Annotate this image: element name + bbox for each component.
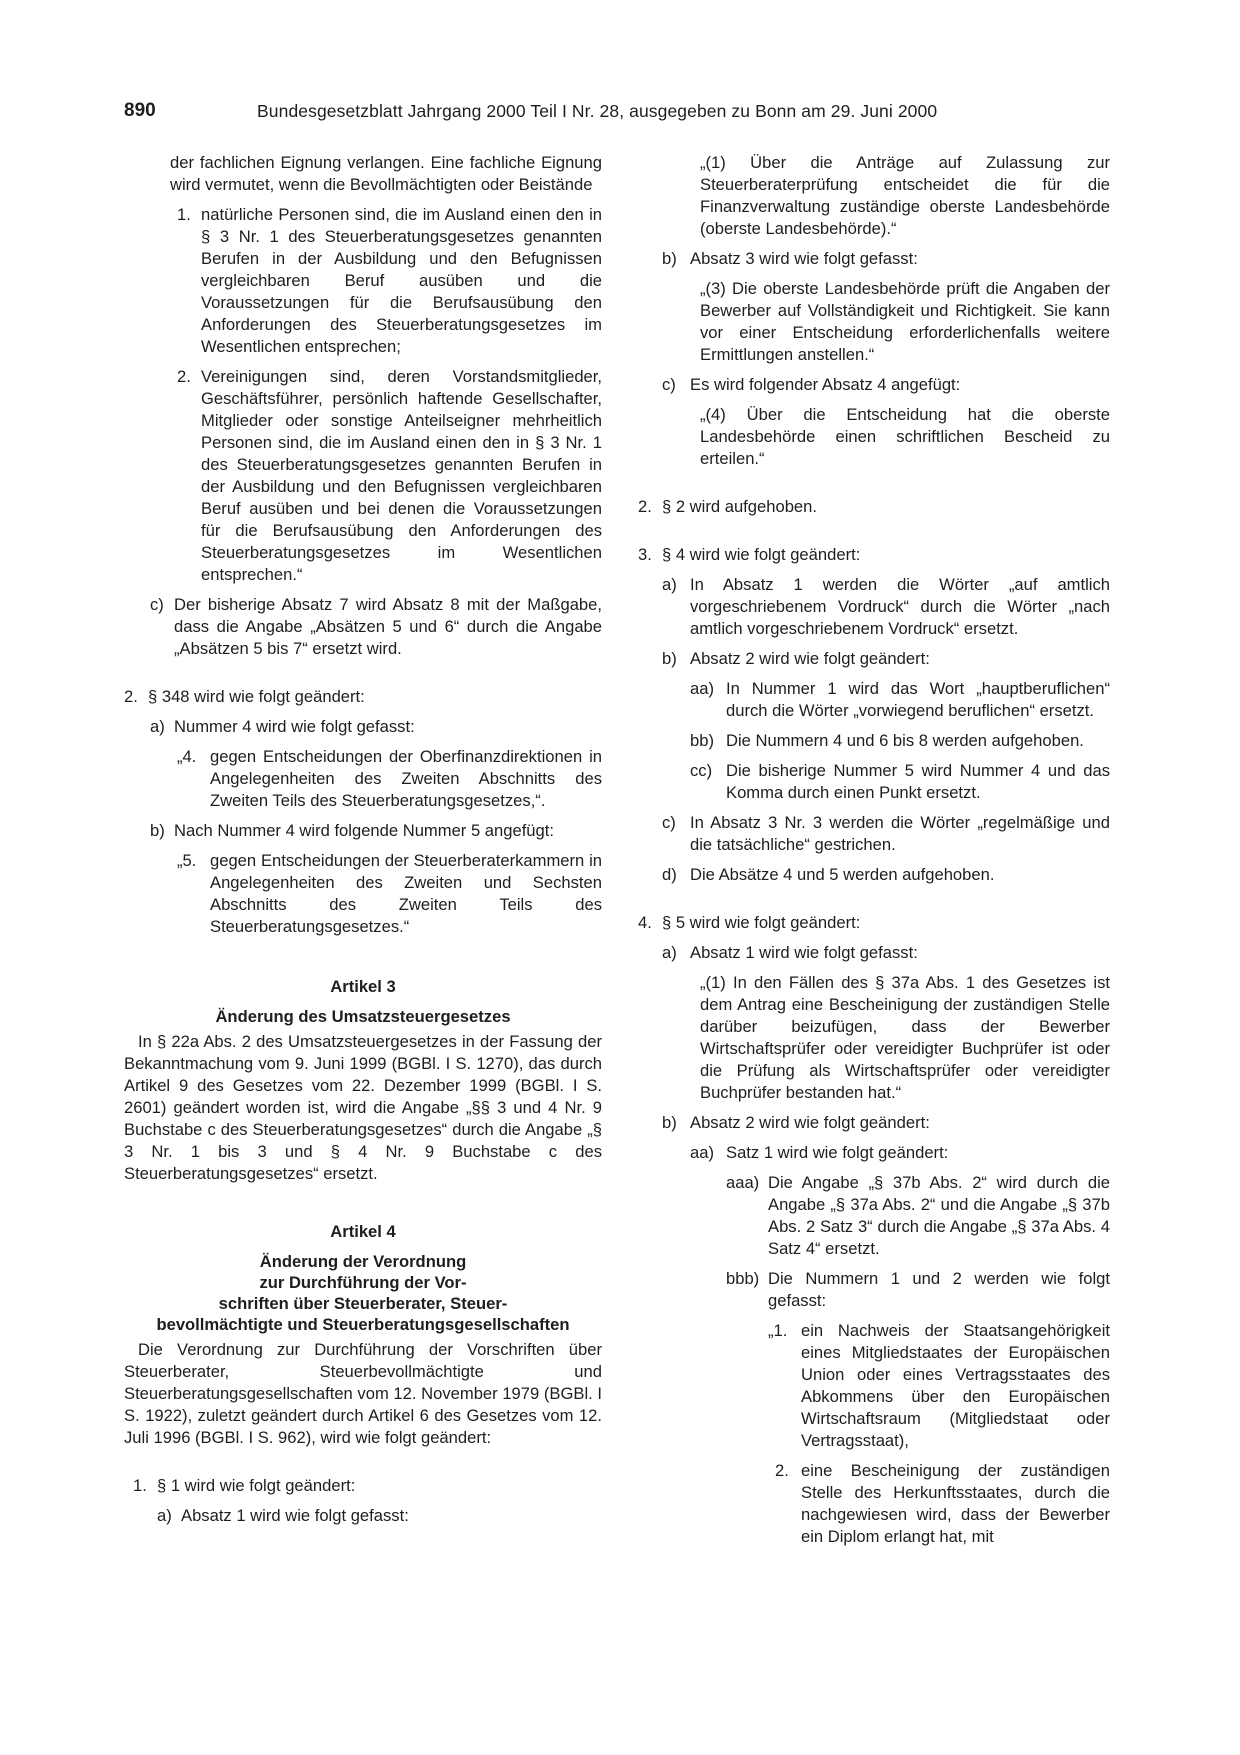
section-text: § 5 wird wie folgt geändert: xyxy=(662,913,861,932)
list-label: aa) xyxy=(690,679,714,698)
quoted-paragraph: „(1) Über die Anträge auf Zulassung zur Steuerberaterprüfung entscheidet die für die Finanzverwaltung zuständige oberste Landesbehörde (oberste Landesbehörde).“ xyxy=(700,153,1110,238)
quote-label: „4. xyxy=(177,747,197,766)
subheading-line: Änderung der Verordnung xyxy=(259,1252,467,1271)
list-item xyxy=(690,1142,1110,1164)
list-text: Absatz 1 wird wie folgt gefasst: xyxy=(181,1506,409,1525)
article-3-subheading: Änderung des Umsatzsteuergesetzes xyxy=(215,1007,511,1026)
list-label: b) xyxy=(662,649,677,668)
list-label: a) xyxy=(157,1506,172,1525)
section-item xyxy=(638,496,1110,518)
list-label: c) xyxy=(150,595,164,614)
list-text: Vereinigungen sind, deren Vorstandsmitglieder, Geschäftsführer, persönlich haftende Gesellschafter, Mitglieder oder sonstige Anteilseigner mehrheitlich Personen sind, die im Ausland einen den in § 3 Nr. 1 des Steuerberatungsgesetzes genannten Berufen in der Ausbildung und den Befugnissen vergleichbaren Beruf ausüben und bei denen die Voraussetzungen für die Berufsausübung den Anforderungen des Steuerberatungsgesetzes im Wesentlichen entsprechen.“ xyxy=(201,367,602,584)
list-item xyxy=(690,760,1110,804)
list-item xyxy=(726,1172,1110,1260)
list-item xyxy=(662,374,1110,396)
list-item xyxy=(690,730,1110,752)
section-text: § 2 wird aufgehoben. xyxy=(662,497,817,516)
quote-text: ein Nachweis der Staatsangehörigkeit eines Mitgliedstaates der Europäischen Union oder eines Vertragsstaates des Abkommens über den Europäischen Wirtschaftsraum (Mitgliedstaat oder Vertragsstaat), xyxy=(801,1321,1110,1450)
quoted-item xyxy=(775,1460,1110,1548)
list-text: Absatz 2 wird wie folgt geändert: xyxy=(690,1113,930,1132)
list-item xyxy=(662,864,1110,886)
list-text: Absatz 1 wird wie folgt gefasst: xyxy=(690,943,918,962)
list-item xyxy=(662,248,1110,270)
quote-text: gegen Entscheidungen der Oberfinanzdirektionen in Angelegenheiten des Zweiten Abschnitts des Zweiten Teils des Steuerberatungsgesetzes,“. xyxy=(210,747,602,810)
section-item xyxy=(133,1475,602,1497)
section-label: 3. xyxy=(638,545,652,564)
subheading-line: schriften über Steuerberater, Steuer- xyxy=(218,1294,508,1313)
quote-label: „5. xyxy=(177,851,197,870)
quoted-paragraph: „(1) In den Fällen des § 37a Abs. 1 des Gesetzes ist dem Antrag eine Bescheinigung der zuständigen Stelle darüber beizufügen, dass der Bewerber Wirtschaftsprüfer oder vereidigter Buchprüfer ist oder die Prüfung als Wirtschaftsprüfer oder vereidigter Buchprüfer bestanden hat.“ xyxy=(700,973,1110,1102)
list-label: a) xyxy=(662,943,677,962)
article-4-heading: Artikel 4 xyxy=(330,1222,396,1241)
section-item xyxy=(638,544,1110,566)
intro-paragraph: der fachlichen Eignung verlangen. Eine fachliche Eignung wird vermutet, wenn die Bevollmächtigten oder Beistände xyxy=(170,153,602,194)
list-item xyxy=(726,1268,1110,1312)
list-item xyxy=(150,716,602,738)
list-label: 2. xyxy=(177,367,191,386)
list-label: b) xyxy=(662,249,677,268)
list-text: Nummer 4 wird wie folgt gefasst: xyxy=(174,717,415,736)
subheading-line: bevollmächtigte und Steuerberatungsgesellschaften xyxy=(156,1315,570,1334)
quote-label: 2. xyxy=(775,1461,789,1480)
section-label: 2. xyxy=(124,687,138,706)
quote-text: eine Bescheinigung der zuständigen Stelle des Herkunftsstaates, durch die nachgewiesen wird, dass der Bewerber ein Diplom erlangt hat, mit xyxy=(801,1461,1110,1546)
page-number: 890 xyxy=(124,100,156,121)
list-label: a) xyxy=(662,575,677,594)
list-text: Die Angabe „§ 37b Abs. 2“ wird durch die Angabe „§ 37a Abs. 2“ und die Angabe „§ 37b Abs. 2 Satz 3“ durch die Angabe „§ 37a Abs. 4 Satz 4“ ersetzt. xyxy=(768,1173,1110,1258)
list-label: a) xyxy=(150,717,165,736)
list-text: Absatz 3 wird wie folgt gefasst: xyxy=(690,249,918,268)
list-item xyxy=(662,1112,1110,1134)
list-label: 1. xyxy=(177,205,191,224)
section-text: § 4 wird wie folgt geändert: xyxy=(662,545,861,564)
list-label: cc) xyxy=(690,761,713,780)
list-label: d) xyxy=(662,865,677,884)
list-item xyxy=(157,1505,602,1527)
quoted-paragraph: „(4) Über die Entscheidung hat die oberste Landesbehörde einen schriftlichen Bescheid zu erteilen.“ xyxy=(700,405,1110,468)
list-label: bb) xyxy=(690,731,714,750)
quoted-paragraph: „(3) Die oberste Landesbehörde prüft die Angaben der Bewerber auf Vollständigkeit und Richtigkeit. Sie kann vor einer Entscheidung erforderlichenfalls weitere Ermittlungen anstellen.“ xyxy=(700,279,1110,364)
right-column xyxy=(620,152,1110,1548)
list-item xyxy=(662,942,1110,964)
list-text: Die Nummern 4 und 6 bis 8 werden aufgehoben. xyxy=(726,731,1084,750)
left-column xyxy=(124,152,602,1527)
page-header-title: Bundesgesetzblatt Jahrgang 2000 Teil I Nr. 28, ausgegeben zu Bonn am 29. Juni 2000 xyxy=(257,101,938,121)
list-item xyxy=(662,648,1110,670)
article-3-body: In § 22a Abs. 2 des Umsatzsteuergesetzes in der Fassung der Bekanntmachung vom 9. Juni 1999 (BGBl. I S. 1270), das durch Artikel 9 des Gesetzes vom 22. Dezember 1999 (BGBl. I S. 2601) geändert worden ist, wird die Angabe „§§ 3 und 4 Nr. 9 Buchstabe c des Steuerberatungsgesetzes“ durch die Angabe „§ 3 Nr. 1 bis 3 und § 4 Nr. 9 Buchstabe c des Steuerberatungsgesetzes“ ersetzt. xyxy=(124,1032,602,1183)
list-text: Der bisherige Absatz 7 wird Absatz 8 mit der Maßgabe, dass die Angabe „Absätzen 5 und 6“ durch die Angabe „Absätzen 5 bis 7“ ersetzt wird. xyxy=(174,595,602,658)
section-text: § 348 wird wie folgt geändert: xyxy=(148,687,365,706)
list-item xyxy=(662,574,1110,640)
list-item xyxy=(690,678,1110,722)
list-text: Es wird folgender Absatz 4 angefügt: xyxy=(690,375,961,394)
list-text: In Absatz 1 werden die Wörter „auf amtlich vorgeschriebenem Vordruck“ durch die Wörter „nach amtlich vorgeschriebenem Vordruck“ ersetzt. xyxy=(690,575,1110,638)
subheading-line: zur Durchführung der Vor- xyxy=(259,1273,467,1292)
quoted-item xyxy=(768,1320,1110,1452)
section-text: § 1 wird wie folgt geändert: xyxy=(157,1476,356,1495)
list-item xyxy=(150,820,602,842)
list-text: natürliche Personen sind, die im Ausland einen den in § 3 Nr. 1 des Steuerberatungsgesetzes genannten Berufen in der Ausbildung und den Befugnissen vergleichbaren Beruf ausüben und die Voraussetzungen für die Berufsausübung den Anforderungen des Steuerberatungsgesetzes im Wesentlichen entsprechen; xyxy=(201,205,602,356)
list-text: Die Absätze 4 und 5 werden aufgehoben. xyxy=(690,865,995,884)
quoted-item xyxy=(177,746,602,812)
section-label: 4. xyxy=(638,913,652,932)
section-label: 1. xyxy=(133,1476,147,1495)
list-text: In Nummer 1 wird das Wort „hauptberuflichen“ durch die Wörter „vorwiegend beruflichen“ ersetzt. xyxy=(726,679,1110,720)
quoted-item xyxy=(177,850,602,938)
list-item xyxy=(662,812,1110,856)
article-3-heading: Artikel 3 xyxy=(330,977,396,996)
article-4-subheading xyxy=(124,1251,602,1335)
list-label: b) xyxy=(662,1113,677,1132)
list-label: c) xyxy=(662,813,676,832)
list-label: bbb) xyxy=(726,1269,760,1288)
list-text: Die bisherige Nummer 5 wird Nummer 4 und das Komma durch einen Punkt ersetzt. xyxy=(726,761,1110,802)
list-label: c) xyxy=(662,375,676,394)
article-4-body: Die Verordnung zur Durchführung der Vorschriften über Steuerberater, Steuerbevollmächtigte und Steuerberatungsgesellschaften vom 12. November 1979 (BGBl. I S. 1922), zuletzt geändert durch Artikel 6 des Gesetzes vom 12. Juli 1996 (BGBl. I S. 962), wird wie folgt geändert: xyxy=(124,1340,602,1447)
list-text: In Absatz 3 Nr. 3 werden die Wörter „regelmäßige und die tatsächliche“ gestrichen. xyxy=(690,813,1110,854)
section-item xyxy=(124,686,602,708)
list-label: aaa) xyxy=(726,1173,760,1192)
list-item xyxy=(150,594,602,660)
list-text: Absatz 2 wird wie folgt geändert: xyxy=(690,649,930,668)
quote-text: gegen Entscheidungen der Steuerberaterkammern in Angelegenheiten des Zweiten und Sechsten Abschnitts des Zweiten Teils des Steuerberatungsgesetzes.“ xyxy=(210,851,602,936)
quote-label: „1. xyxy=(768,1321,788,1340)
list-text: Nach Nummer 4 wird folgende Nummer 5 angefügt: xyxy=(174,821,554,840)
list-label: b) xyxy=(150,821,165,840)
list-item xyxy=(177,366,602,586)
list-label: aa) xyxy=(690,1143,714,1162)
list-text: Satz 1 wird wie folgt geändert: xyxy=(726,1143,949,1162)
list-item xyxy=(177,204,602,358)
section-item xyxy=(638,912,1110,934)
list-text: Die Nummern 1 und 2 werden wie folgt gefasst: xyxy=(768,1269,1110,1310)
section-label: 2. xyxy=(638,497,652,516)
